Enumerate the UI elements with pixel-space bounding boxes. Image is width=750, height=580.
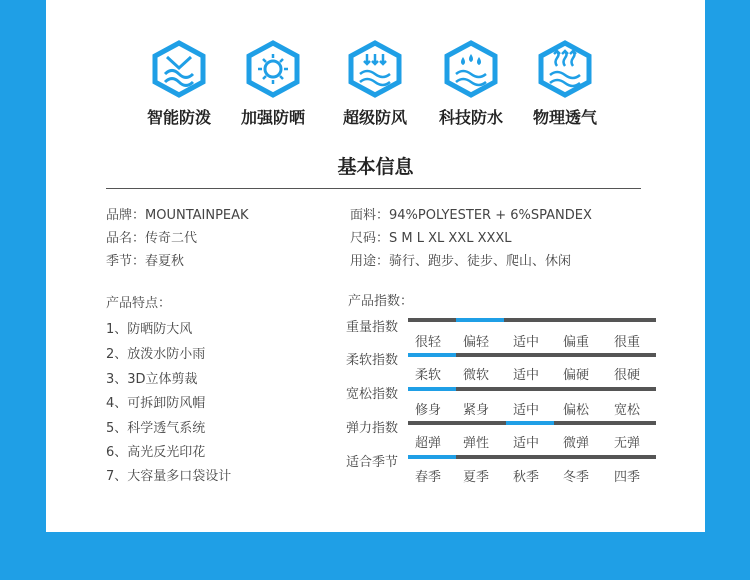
metric-highlight <box>408 387 456 391</box>
info-size: 尺码：S M L XL XXL XXXL <box>350 231 512 246</box>
metric-option: 夏季 <box>462 470 489 485</box>
metric-option: 紧身 <box>462 403 489 418</box>
feature-sun-protection <box>228 40 318 128</box>
info-season: 季节：春夏秋 <box>106 254 185 269</box>
metric-option: 宽松 <box>613 403 640 418</box>
waves-icon <box>151 40 207 98</box>
list-item: 2、放泼水防小雨 <box>106 347 206 362</box>
feature-label: 物理透气 <box>532 108 597 127</box>
metric-option: 修身 <box>414 403 441 418</box>
metric-highlight <box>408 353 456 357</box>
list-item: 7、大容量多口袋设计 <box>106 469 232 484</box>
feature-waterproof <box>426 40 516 128</box>
metric-option: 弹性 <box>462 436 489 451</box>
metric-option: 很硬 <box>613 368 640 383</box>
feature-breathable <box>520 40 610 128</box>
info-usage: 用途：骑行、跑步、徒步、爬山、休闲 <box>350 254 572 269</box>
feature-splash-proof <box>134 40 224 128</box>
metric-option: 很轻 <box>414 335 441 350</box>
metric-option: 超弹 <box>414 436 441 451</box>
metric-option: 适中 <box>512 335 539 350</box>
content-card <box>46 0 705 532</box>
divider <box>106 188 641 189</box>
metric-option: 秋季 <box>512 470 539 485</box>
list-item: 3、3D立体剪裁 <box>106 372 198 387</box>
metric-name: 宽松指数 <box>346 387 399 402</box>
metric-option: 适中 <box>512 403 539 418</box>
metric-option: 很重 <box>613 335 640 350</box>
section-title: 基本信息 <box>337 156 414 178</box>
list-item: 4、可拆卸防风帽 <box>106 396 206 411</box>
metric-name: 重量指数 <box>346 320 399 335</box>
metric-name: 弹力指数 <box>346 421 399 436</box>
metric-highlight <box>408 455 456 459</box>
feature-wind-proof <box>330 40 420 128</box>
metric-option: 适中 <box>512 368 539 383</box>
metric-option: 冬季 <box>562 470 589 485</box>
feature-label: 加强防晒 <box>240 108 305 127</box>
metric-option: 无弹 <box>613 436 640 451</box>
feature-label: 智能防泼 <box>146 108 211 127</box>
sun-icon <box>245 40 301 98</box>
breathable-icon <box>537 40 593 98</box>
metric-option: 适中 <box>512 436 539 451</box>
metric-option: 偏松 <box>562 403 589 418</box>
wind-icon <box>347 40 403 98</box>
feature-label: 超级防风 <box>342 108 407 127</box>
metric-highlight <box>456 318 504 322</box>
index-title: 产品指数： <box>348 294 414 309</box>
list-item: 5、科学透气系统 <box>106 421 206 436</box>
info-name: 品名：传奇二代 <box>106 231 198 246</box>
metric-name: 适合季节 <box>346 455 399 470</box>
metric-option: 偏硬 <box>562 368 589 383</box>
metric-name: 柔软指数 <box>346 353 399 368</box>
metric-option: 偏重 <box>562 335 589 350</box>
info-fabric: 面料：94%POLYESTER + 6%SPANDEX <box>350 208 592 223</box>
list-item: 6、高光反光印花 <box>106 445 206 460</box>
metric-option: 微弹 <box>562 436 589 451</box>
info-brand: 品牌：MOUNTAINPEAK <box>106 208 249 223</box>
feature-label: 科技防水 <box>438 108 503 127</box>
metric-bar <box>408 318 656 322</box>
metric-option: 偏轻 <box>462 335 489 350</box>
features-title: 产品特点： <box>106 296 172 311</box>
metric-option: 柔软 <box>414 368 441 383</box>
metric-option: 春季 <box>414 470 441 485</box>
metric-highlight <box>506 421 554 425</box>
list-item: 1、防晒防大风 <box>106 322 193 337</box>
metric-option: 四季 <box>613 470 640 485</box>
water-drops-icon <box>443 40 499 98</box>
metric-option: 微软 <box>462 368 489 383</box>
